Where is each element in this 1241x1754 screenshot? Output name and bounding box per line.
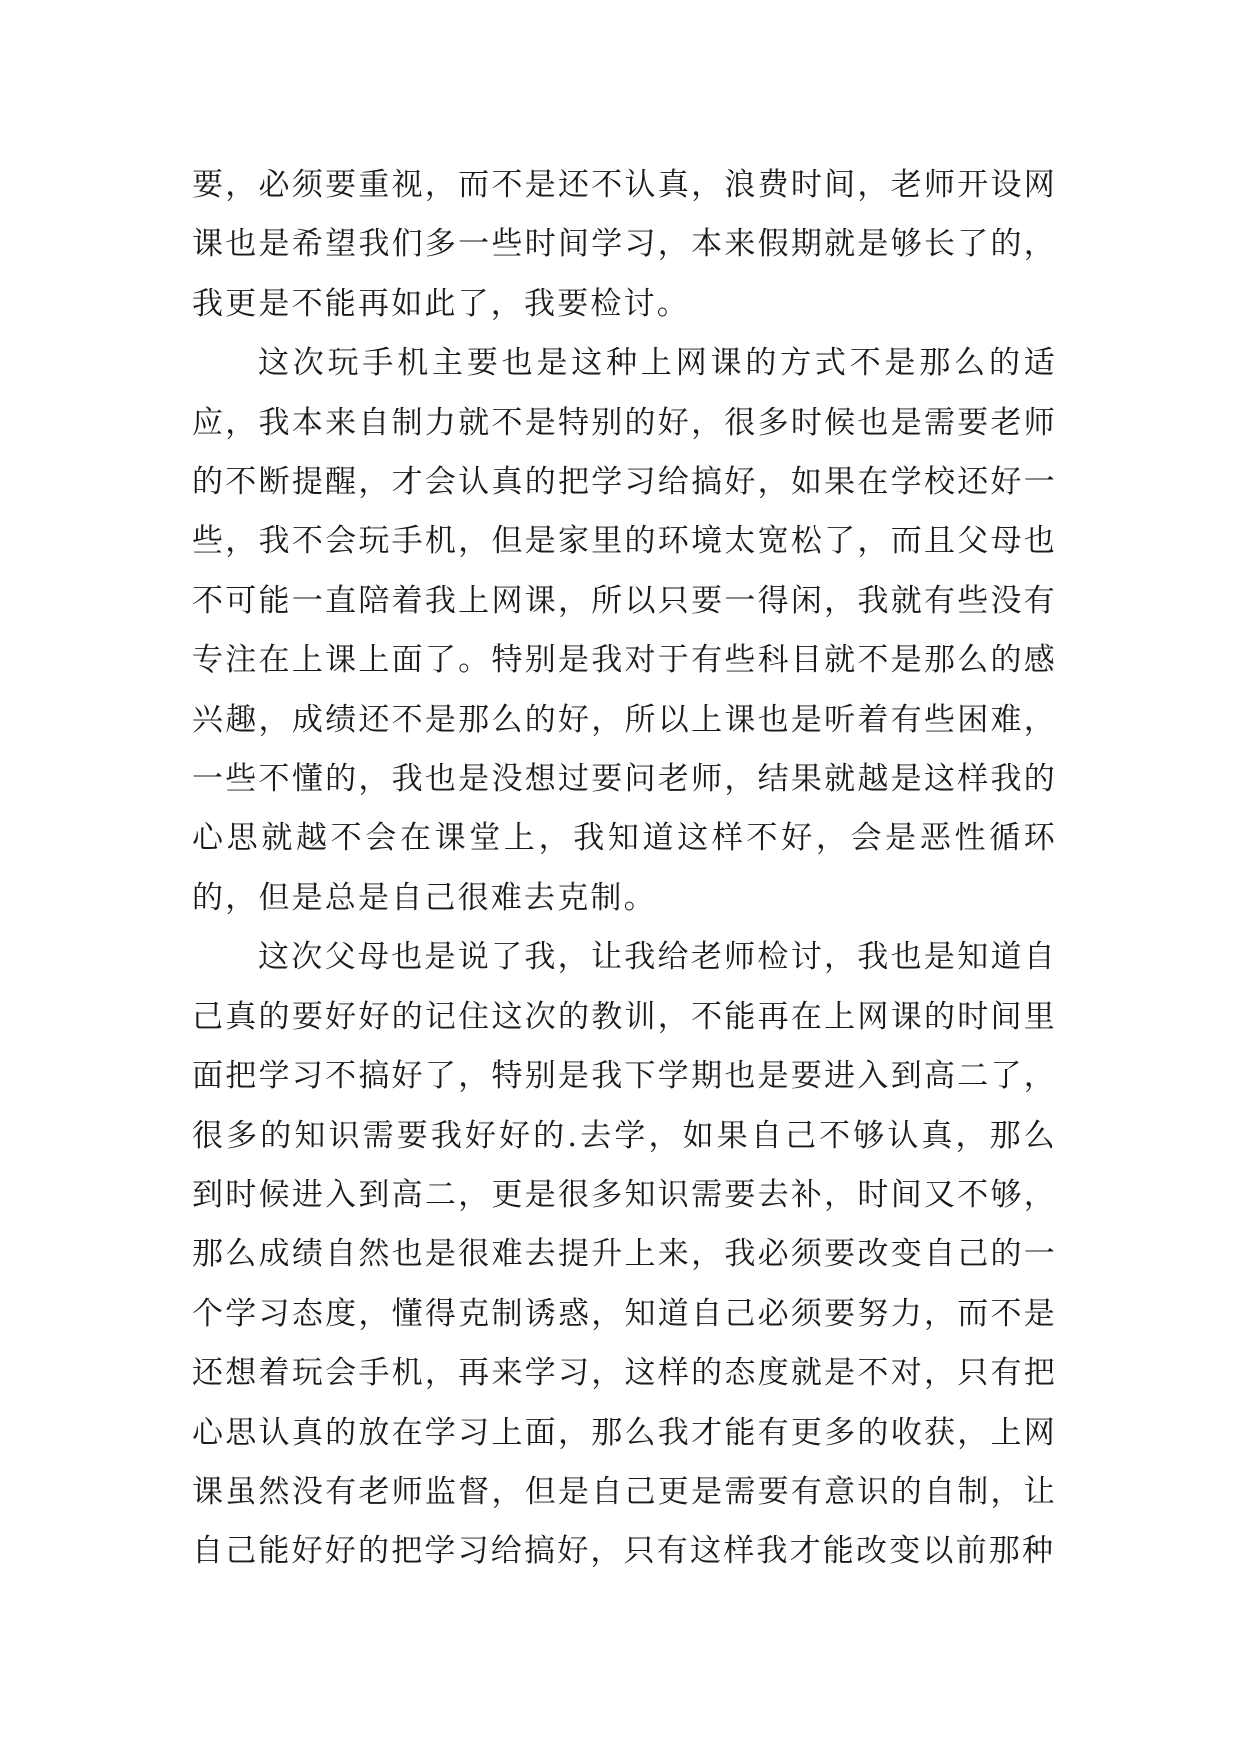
- paragraph-1: 要，必须要重视，而不是还不认真，浪费时间，老师开设网课也是希望我们多一些时间学习，本来假期就是够长了的，我更是不能再如此了，我要检讨。: [192, 167, 1057, 322]
- paragraph-3: 这次父母也是说了我，让我给老师检讨，我也是知道自己真的要好好的记住这次的教训，不能再在上网课的时间里面把学习不搞好了，特别是我下学期也是要进入到高二了，很多的知识需要我好好的.去学，如果自己不够认真，那么到时候进入到高二，更是很多知识需要去补，时间又不够，那么成绩自然也是很难去提升上来，我必须要改变自己的一个学习态度，懂得克制诱惑，知道自己必须要努力，而不是还想着玩会手机，再来学习，这样的态度就是不对，只有把心思认真的放在学习上面，那么我才能有更多的收获，上网课虽然没有老师监督，但是自己更是需要有意识的自制，让自己能好好的把学习给搞好，只有这样我才能改变以前那种: [192, 939, 1057, 1570]
- paragraph-2: 这次玩手机主要也是这种上网课的方式不是那么的适应，我本来自制力就不是特别的好，很多时候也是需要老师的不断提醒，才会认真的把学习给搞好，如果在学校还好一些，我不会玩手机，但是家里的环境太宽松了，而且父母也不可能一直陪着我上网课，所以只要一得闲，我就有些没有专注在上课上面了。特别是我对于有些科目就不是那么的感兴趣，成绩还不是那么的好，所以上课也是听着有些困难，一些不懂的，我也是没想过要问老师，结果就越是这样我的心思就越不会在课堂上，我知道这样不好，会是恶性循环的，但是总是自己很难去克制。: [192, 345, 1057, 916]
- document-body: [192, 156, 1057, 1582]
